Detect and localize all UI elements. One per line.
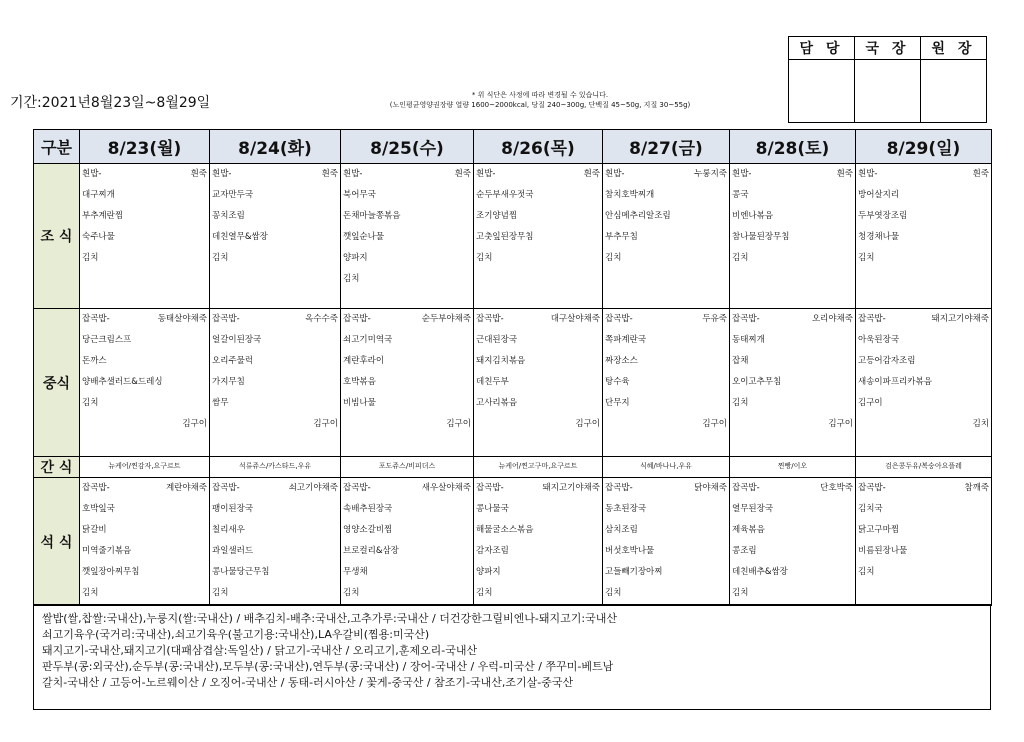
- rice-item: 잡곡밥-: [212, 314, 240, 324]
- porridge-item: 누룽지죽: [694, 169, 727, 179]
- dish-item: 깻잎장아찌무침: [82, 567, 140, 577]
- rice-line: [341, 478, 473, 499]
- rice-line: [210, 478, 340, 499]
- approval-sign-director: [855, 60, 921, 123]
- origin-line: 쌀밥(쌀,찹쌀:국내산),누룽지(쌀:국내산) / 배추김치-배추:국내산,고추가루:국내산 / 더건강한그릴비엔나-돼지고기:국내산: [42, 612, 617, 625]
- rice-line: [474, 309, 602, 330]
- dish-item: 데친열무&쌈장: [212, 232, 268, 242]
- dish-item: 돈까스: [82, 356, 107, 366]
- dish-item: 참치호박찌개: [605, 190, 655, 200]
- menu-cell: [341, 478, 474, 606]
- rice-line: [730, 309, 855, 330]
- dish-item: 팽이된장국: [212, 504, 254, 514]
- dish-item: 비빔나물: [343, 398, 376, 408]
- menu-cell: [80, 478, 210, 606]
- dish-item: 감자조림: [476, 546, 509, 556]
- snack-cell: [730, 457, 856, 478]
- lunch-label: 중식: [34, 309, 80, 457]
- dish-item: 쪽파계란국: [605, 335, 647, 345]
- menu-period: 기간:2021년8월23일~8월29일: [10, 95, 211, 111]
- dish-item: 청경채나물: [858, 232, 900, 242]
- porridge-item: 흰죽: [836, 169, 853, 179]
- dish-item: 대구찌개: [82, 190, 115, 200]
- dish-item: 쇠고기미역국: [343, 335, 393, 345]
- dish-item: 김치: [343, 274, 360, 284]
- dish-item: 비엔나볶음: [732, 211, 774, 221]
- menu-cell: [856, 309, 992, 457]
- rice-item: 잡곡밥-: [732, 483, 760, 493]
- dish-item: 버섯호박나물: [605, 546, 655, 556]
- dish-item: 콩나물당근무침: [212, 567, 270, 577]
- dish-item: 데친배추&쌈장: [732, 567, 788, 577]
- porridge-item: 돼지고기야채죽: [542, 483, 600, 493]
- dish-item: 해물굴소스볶음: [476, 525, 534, 535]
- side-item: 김구이: [702, 419, 727, 429]
- dish-item: 숙주나물: [82, 232, 115, 242]
- day-header: 8/29(일): [856, 130, 992, 164]
- day-header: 8/24(화): [210, 130, 341, 164]
- weekly-menu-table: [33, 129, 992, 606]
- rice-item: 잡곡밥-: [476, 483, 504, 493]
- side-item: 김구이: [313, 419, 338, 429]
- rice-item: 흰밥-: [476, 169, 496, 179]
- dish-item: 고춧잎된장무침: [476, 232, 534, 242]
- dish-item: 영양소갈비찜: [343, 525, 393, 535]
- rice-item: 잡곡밥-: [605, 483, 633, 493]
- menu-cell: [856, 164, 992, 309]
- approval-sign-staff: [789, 60, 855, 123]
- approval-label-staff: 담 당: [789, 37, 855, 60]
- dish-item: 무생채: [343, 567, 368, 577]
- side-item: 김치: [972, 419, 989, 429]
- rice-line: [341, 309, 473, 330]
- snack-item: 포도쥬스/비피더스: [378, 462, 436, 470]
- dish-item: 두부엿장조림: [858, 211, 908, 221]
- dish-item: 김치: [476, 588, 493, 598]
- dish-item: 김치: [732, 588, 749, 598]
- dish-item: 오리주물럭: [212, 356, 254, 366]
- porridge-item: 흰죽: [454, 169, 471, 179]
- dish-item: 김치: [82, 253, 99, 263]
- approval-label-head: 원 장: [921, 37, 987, 60]
- rice-line: [80, 478, 209, 499]
- dish-item: 아욱된장국: [858, 335, 900, 345]
- dinner-row: [34, 478, 992, 606]
- porridge-item: 흰죽: [972, 169, 989, 179]
- rice-line: [730, 478, 855, 499]
- rice-line: [603, 309, 729, 330]
- rice-line: [603, 478, 729, 499]
- dish-item: 데친두부: [476, 377, 509, 387]
- snack-cell: [474, 457, 603, 478]
- snack-item: 찐빵/이오: [777, 462, 808, 470]
- snack-cell: [80, 457, 210, 478]
- snack-item: 검은콩두유/복숭아요플레: [885, 462, 962, 470]
- lunch-row: [34, 309, 992, 457]
- day-header: 8/27(금): [603, 130, 730, 164]
- dish-item: 부추무침: [605, 232, 638, 242]
- porridge-item: 계란야채죽: [165, 483, 207, 493]
- snack-item: 석류쥬스/카스타드,우유: [238, 462, 312, 470]
- dish-item: 콩조림: [732, 546, 757, 556]
- snack-cell: [210, 457, 341, 478]
- origin-info-box: [33, 604, 991, 710]
- menu-cell: [603, 478, 730, 606]
- dish-item: 고등어감자조림: [858, 356, 916, 366]
- rice-item: 잡곡밥-: [476, 314, 504, 324]
- day-header: 8/25(수): [341, 130, 474, 164]
- porridge-item: 닭야채죽: [694, 483, 727, 493]
- menu-cell: [341, 309, 474, 457]
- dish-item: 닭고구마찜: [858, 525, 900, 535]
- menu-cell: [730, 478, 856, 606]
- dish-item: 가지무침: [212, 377, 245, 387]
- rice-line: [474, 478, 602, 499]
- origin-line: 돼지고기-국내산,돼지고기(대패삼겹살:독일산) / 닭고기-국내산 / 오리고기,훈제오리-국내산: [42, 644, 478, 657]
- dish-item: 계란후라이: [343, 356, 385, 366]
- dish-item: 호박볶음: [343, 377, 376, 387]
- porridge-item: 단호박죽: [820, 483, 853, 493]
- dish-item: 김치: [858, 253, 875, 263]
- dish-item: 양파지: [343, 253, 368, 263]
- dish-item: 삼치조림: [605, 525, 638, 535]
- dish-item: 호박잎국: [82, 504, 115, 514]
- snack-row: [34, 457, 992, 478]
- porridge-item: 옥수수죽: [305, 314, 338, 324]
- dish-item: 김구이: [858, 398, 883, 408]
- dish-item: 김치: [858, 567, 875, 577]
- day-header: 8/26(목): [474, 130, 603, 164]
- rice-item: 잡곡밥-: [82, 314, 110, 324]
- dish-item: 양파지: [476, 567, 501, 577]
- menu-cell: [856, 478, 992, 606]
- snack-item: 식혜/바나나,우유: [640, 462, 692, 470]
- rice-item: 잡곡밥-: [212, 483, 240, 493]
- side-item: 김구이: [446, 419, 471, 429]
- snack-cell: [603, 457, 730, 478]
- dish-item: 과일샐러드: [212, 546, 254, 556]
- dish-item: 김치: [476, 253, 493, 263]
- approval-sign-head: [921, 60, 987, 123]
- dish-item: 고사리볶음: [476, 398, 518, 408]
- rice-item: 잡곡밥-: [82, 483, 110, 493]
- porridge-item: 돼지고기야채죽: [931, 314, 989, 324]
- rice-item: 흰밥-: [732, 169, 752, 179]
- porridge-item: 쇠고기야채죽: [288, 483, 338, 493]
- rice-line: [210, 164, 340, 185]
- dish-item: 교자만두국: [212, 190, 254, 200]
- nutrition-note: [330, 90, 750, 110]
- rice-line: [80, 309, 209, 330]
- side-item: 김구이: [182, 419, 207, 429]
- dish-item: 방어살지리: [858, 190, 900, 200]
- menu-cell: [730, 164, 856, 309]
- rice-item: 흰밥-: [605, 169, 625, 179]
- menu-cell: [603, 164, 730, 309]
- origin-line: 판두부(콩:외국산),순두부(콩:국내산),모두부(콩:국내산),연두부(콩:국내산) / 장어-국내산 / 우럭-미국산 / 쭈꾸미-베트남: [42, 660, 614, 673]
- porridge-item: 순두부야채죽: [421, 314, 471, 324]
- dish-item: 열무된장국: [732, 504, 774, 514]
- snack-label: 간 식: [34, 457, 80, 478]
- porridge-item: 흰죽: [583, 169, 600, 179]
- dish-item: 조기양념찜: [476, 211, 518, 221]
- porridge-item: 동태살야채죽: [157, 314, 207, 324]
- rice-item: 흰밥-: [858, 169, 878, 179]
- side-item: 김구이: [575, 419, 600, 429]
- dish-item: 오이고추무침: [732, 377, 782, 387]
- dish-item: 김치: [212, 253, 229, 263]
- dish-item: 양배추샐러드&드레싱: [82, 377, 163, 387]
- rice-line: [603, 164, 729, 185]
- dish-item: 탕수육: [605, 377, 630, 387]
- rice-item: 잡곡밥-: [858, 483, 886, 493]
- menu-cell: [341, 164, 474, 309]
- approval-box: [788, 36, 987, 123]
- breakfast-label: 조 식: [34, 164, 80, 309]
- header-row: [34, 130, 992, 164]
- dish-item: 근대된장국: [476, 335, 518, 345]
- rice-item: 잡곡밥-: [343, 483, 371, 493]
- dish-item: 김치: [732, 253, 749, 263]
- dish-item: 김치: [212, 588, 229, 598]
- dish-item: 제육볶음: [732, 525, 765, 535]
- menu-cell: [210, 164, 341, 309]
- dish-item: 브로컬리&삼장: [343, 546, 399, 556]
- dish-item: 미역줄기볶음: [82, 546, 132, 556]
- side-item: 김구이: [828, 419, 853, 429]
- rice-item: 잡곡밥-: [605, 314, 633, 324]
- dish-item: 돼지김치볶음: [476, 356, 526, 366]
- porridge-item: 오리야채죽: [811, 314, 853, 324]
- dish-item: 김치국: [858, 504, 883, 514]
- menu-cell: [603, 309, 730, 457]
- rice-item: 흰밥-: [212, 169, 232, 179]
- menu-cell: [730, 309, 856, 457]
- category-header: 구분: [34, 130, 80, 164]
- dish-item: 콩국: [732, 190, 749, 200]
- dish-item: 돈채마늘쫑볶음: [343, 211, 401, 221]
- menu-cell: [474, 309, 603, 457]
- dish-item: 새송이파프리카볶음: [858, 377, 932, 387]
- menu-cell: [210, 309, 341, 457]
- dish-item: 김치: [605, 588, 622, 598]
- dish-item: 닭갈비: [82, 525, 107, 535]
- rice-line: [80, 164, 209, 185]
- origin-line: 쇠고기육우(국거리:국내산),쇠고기육우(불고기용:국내산),LA우갈비(찜용:미국산): [42, 628, 430, 641]
- rice-item: 잡곡밥-: [343, 314, 371, 324]
- dish-item: 단무지: [605, 398, 630, 408]
- menu-cell: [474, 164, 603, 309]
- snack-cell: [856, 457, 992, 478]
- porridge-item: 두유죽: [702, 314, 727, 324]
- dish-item: 쌈무: [212, 398, 229, 408]
- dish-item: 북어무국: [343, 190, 376, 200]
- dish-item: 당근크림스프: [82, 335, 132, 345]
- porridge-item: 흰죽: [321, 169, 338, 179]
- dish-item: 안심메추리알조림: [605, 211, 671, 221]
- origin-line: 갈치-국내산 / 고등어-노르웨이산 / 오징어-국내산 / 동태-러시아산 / 꽃게-중국산 / 참조기-국내산,조기살-중국산: [42, 676, 574, 689]
- dish-item: 순두부새우젓국: [476, 190, 534, 200]
- breakfast-row: [34, 164, 992, 309]
- dish-item: 부추계란찜: [82, 211, 124, 221]
- rice-line: [856, 309, 991, 330]
- porridge-item: 참깨죽: [964, 483, 989, 493]
- note-line-1: * 위 식단은 사정에 따라 변경될 수 있습니다.: [471, 91, 609, 99]
- dish-item: 김치: [82, 588, 99, 598]
- dish-item: 참나물된장무침: [732, 232, 790, 242]
- dish-item: 깻잎순나물: [343, 232, 385, 242]
- menu-cell: [474, 478, 603, 606]
- rice-line: [730, 164, 855, 185]
- menu-cell: [80, 309, 210, 457]
- dish-item: 김치: [82, 398, 99, 408]
- rice-item: 흰밥-: [343, 169, 363, 179]
- snack-item: 뉴케어/찐감자,요구르트: [108, 462, 181, 470]
- dish-item: 꽁치조림: [212, 211, 245, 221]
- rice-line: [341, 164, 473, 185]
- rice-item: 잡곡밥-: [858, 314, 886, 324]
- dish-item: 김치: [732, 398, 749, 408]
- dish-item: 칠리새우: [212, 525, 245, 535]
- dish-item: 김치: [605, 253, 622, 263]
- dish-item: 동초된장국: [605, 504, 647, 514]
- dish-item: 짜장소스: [605, 356, 638, 366]
- dish-item: 동태찌개: [732, 335, 765, 345]
- rice-item: 잡곡밥-: [732, 314, 760, 324]
- porridge-item: 흰죽: [190, 169, 207, 179]
- rice-line: [856, 478, 991, 499]
- porridge-item: 새우살야채죽: [421, 483, 471, 493]
- rice-line: [856, 164, 991, 185]
- rice-item: 흰밥-: [82, 169, 102, 179]
- dish-item: 잡채: [732, 356, 749, 366]
- snack-cell: [341, 457, 474, 478]
- menu-cell: [80, 164, 210, 309]
- dinner-label: 석 식: [34, 478, 80, 606]
- dish-item: 김치: [343, 588, 360, 598]
- day-header: 8/23(월): [80, 130, 210, 164]
- rice-line: [474, 164, 602, 185]
- porridge-item: 대구살야채죽: [550, 314, 600, 324]
- dish-item: 속배추된장국: [343, 504, 393, 514]
- approval-label-director: 국 장: [855, 37, 921, 60]
- menu-cell: [210, 478, 341, 606]
- dish-item: 비름된장나물: [858, 546, 908, 556]
- day-header: 8/28(토): [730, 130, 856, 164]
- dish-item: 콩나물국: [476, 504, 509, 514]
- snack-item: 뉴케어/찐고구마,요구르트: [498, 462, 578, 470]
- note-line-2: (노인평균영양권장량 열량 1600~2000kcal, 당질 240~300g, 단백질 45~50g, 지질 30~55g): [389, 101, 691, 109]
- rice-line: [210, 309, 340, 330]
- dish-item: 고들빼기장아찌: [605, 567, 663, 577]
- dish-item: 얼갈이된장국: [212, 335, 262, 345]
